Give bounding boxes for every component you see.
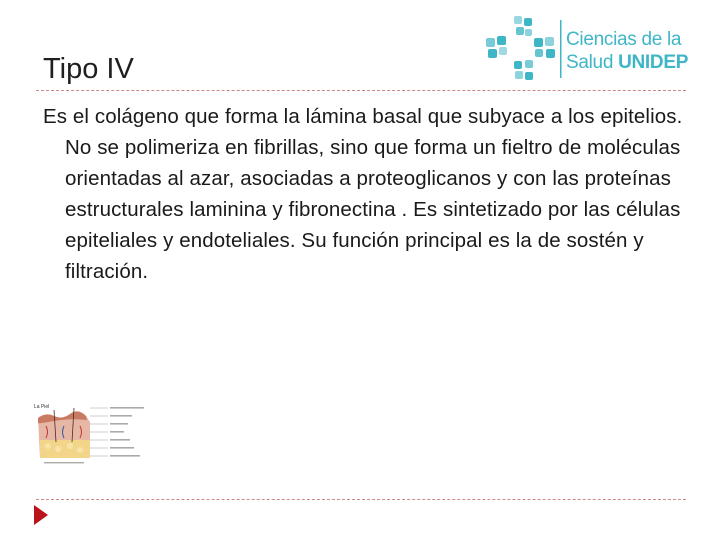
unidep-logo	[484, 16, 689, 82]
slide-title: Tipo IV	[43, 53, 134, 85]
logo-line-2-regular: Salud	[566, 52, 619, 73]
skin-diagram	[34, 396, 158, 466]
skin-diagram-image	[34, 396, 158, 466]
figure-label: La Piel	[34, 404, 50, 410]
logo-line-2-bold: UNIDEP	[618, 52, 689, 73]
top-divider	[36, 90, 686, 91]
cross-logo-icon	[484, 16, 564, 82]
next-arrow-icon[interactable]	[34, 505, 48, 525]
logo-line-2	[566, 52, 688, 74]
body-paragraph: Es el colágeno que forma la lámina basal que subyace a los epitelios. No se polimeriza en fibrillas, sino que forma un fieltro de moléculas orientadas al azar, asociadas a proteoglicanos y con las proteínas estructurales laminina y fibronectina . Es sintetizado por las células epiteliales y endoteliales. Su función principal es la de sostén y filtración.	[43, 105, 683, 283]
logo-line-1: Ciencias de la	[566, 29, 682, 50]
bottom-divider	[36, 499, 686, 500]
